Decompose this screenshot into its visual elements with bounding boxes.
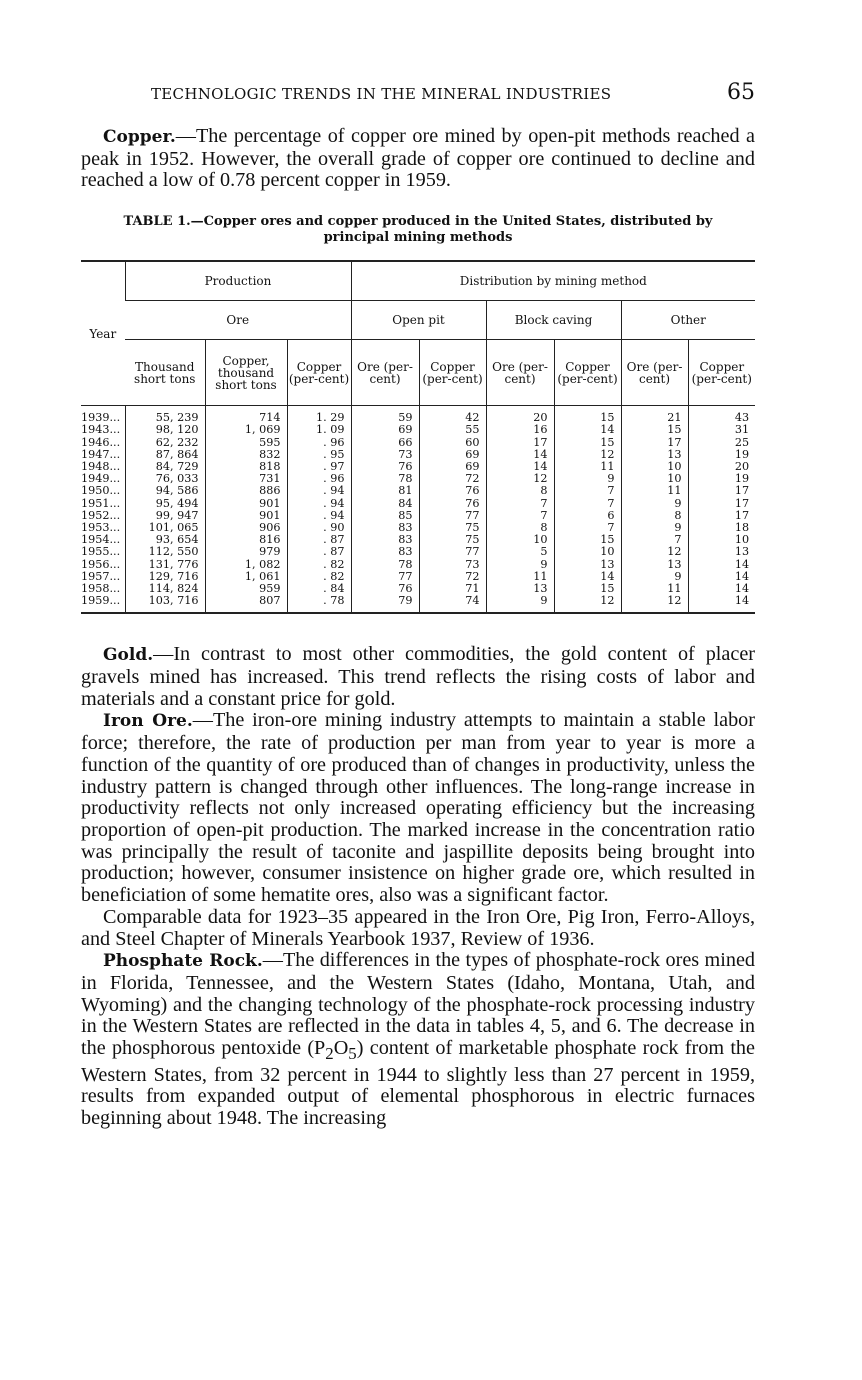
cell-copper-tons: 595 [205, 437, 287, 449]
cell-bc-copper: 13 [554, 559, 621, 571]
cell-ot-ore: 9 [621, 571, 688, 583]
iron-ore-text: —The iron-ore mining industry attempts to maintain a stable labor force; therefore, the rate of production per man from year to year is more a function of the quantity of ore produced than of changes in productivity, unless the industry pattern is changed through other influences. The long-range increase in productivity reflects not only increased operating efficiency but the increasing proportion of open-pit production. The marked increase in the concentration ratio was principally the result of taconite and jaspillite deposits being brought into production; however, consumer insistence on higher grade ore, which resulted in beneficiation of some hematite ores, also was a significant factor. [81, 709, 755, 907]
cell-copper-tons: 714 [205, 406, 287, 425]
phosphate-text-before: —The differences in the types of phosphate-rock ores mined in Florida, Tennessee, and the Western States (Idaho, Montana, Utah, and Wyoming) and the changing technology of the phosphate-rock processing industry in the Western States are reflected in the data in tables 4, 5, and 6. The decrease in the phosphorous pentoxide ( [81, 949, 755, 1060]
cell-op-copper: 42 [419, 406, 486, 425]
cell-bc-ore: 14 [486, 449, 554, 461]
cell-op-ore: 77 [351, 571, 419, 583]
cell-bc-ore: 7 [486, 510, 554, 522]
cell-copper-tons: 901 [205, 510, 287, 522]
cell-bc-copper: 7 [554, 485, 621, 497]
cell-year: 1948... [81, 459, 121, 473]
cell-year: 1947... [81, 447, 121, 461]
cell-copper-pct: . 87 [287, 534, 351, 546]
cell-op-copper: 72 [419, 571, 486, 583]
cell-ot-copper: 14 [688, 571, 755, 583]
cell-year: 1958... [81, 581, 121, 595]
cell-bc-ore: 9 [486, 595, 554, 613]
cell-bc-copper: 12 [554, 449, 621, 461]
cell-ot-ore: 9 [621, 498, 688, 510]
header-copper-thousand-short-tons: Copper, thousand short tons [205, 340, 287, 406]
header-ore: Ore [125, 301, 351, 340]
table-caption-line-1: TABLE 1.—Copper ores and copper produced in the United States, distributed by [123, 214, 713, 230]
header-other: Other [621, 301, 755, 340]
header-year: Year [81, 261, 125, 406]
cell-ot-copper: 14 [688, 595, 755, 613]
cell-op-ore: 59 [351, 406, 419, 425]
cell-copper-pct: 1. 09 [287, 424, 351, 436]
header-other-ore-percent: Ore (per-cent) [621, 340, 688, 406]
cell-bc-ore: 7 [486, 498, 554, 510]
cell-bc-copper: 11 [554, 461, 621, 473]
cell-ot-copper: 25 [688, 437, 755, 449]
cell-op-copper: 69 [419, 461, 486, 473]
cell-ot-copper: 20 [688, 461, 755, 473]
cell-copper-tons: 979 [205, 546, 287, 558]
cell-thousand: 94, 586 [125, 485, 205, 497]
cell-op-ore: 73 [351, 449, 419, 461]
table-body [81, 406, 755, 614]
cell-op-ore: 83 [351, 546, 419, 558]
cell-year: 1954... [81, 533, 121, 547]
formula-p-subscript: 2 [325, 1044, 334, 1064]
table-row [81, 406, 755, 425]
cell-op-copper: 69 [419, 449, 486, 461]
cell-thousand: 129, 716 [125, 571, 205, 583]
cell-ot-copper: 17 [688, 498, 755, 510]
cell-year: 1953... [81, 520, 121, 534]
cell-year: 1946... [81, 435, 121, 449]
cell-ot-ore: 12 [621, 595, 688, 613]
cell-copper-tons: 901 [205, 498, 287, 510]
cell-ot-ore: 7 [621, 534, 688, 546]
cell-bc-ore: 20 [486, 406, 554, 425]
cell-ot-copper: 17 [688, 485, 755, 497]
cell-op-copper: 77 [419, 546, 486, 558]
cell-bc-copper: 15 [554, 534, 621, 546]
cell-op-ore: 81 [351, 485, 419, 497]
cell-bc-copper: 15 [554, 583, 621, 595]
cell-ot-ore: 11 [621, 485, 688, 497]
cell-bc-ore: 14 [486, 461, 554, 473]
cell-thousand: 101, 065 [125, 522, 205, 534]
table-row [81, 498, 755, 510]
gold-paragraph [81, 644, 755, 710]
cell-bc-ore: 10 [486, 534, 554, 546]
cell-year: 1955... [81, 545, 121, 559]
cell-ot-ore: 15 [621, 424, 688, 436]
cell-bc-copper: 7 [554, 522, 621, 534]
cell-copper-pct: . 95 [287, 449, 351, 461]
cell-ot-ore: 10 [621, 473, 688, 485]
cell-copper-pct: . 90 [287, 522, 351, 534]
cell-copper-tons: 731 [205, 473, 287, 485]
cell-ot-ore: 12 [621, 546, 688, 558]
header-copper-percent: Copper (per-cent) [287, 340, 351, 406]
cell-year: 1951... [81, 496, 121, 510]
cell-bc-copper: 10 [554, 546, 621, 558]
header-other-copper-percent: Copper (per-cent) [688, 340, 755, 406]
cell-bc-copper: 6 [554, 510, 621, 522]
cell-copper-pct: . 97 [287, 461, 351, 473]
formula-p: P [314, 1037, 326, 1060]
copper-paragraph [81, 126, 755, 192]
cell-thousand: 99, 947 [125, 510, 205, 522]
cell-op-ore: 84 [351, 498, 419, 510]
cell-year: 1943... [81, 423, 121, 437]
cell-ot-ore: 13 [621, 449, 688, 461]
cell-copper-tons: 832 [205, 449, 287, 461]
cell-ot-ore: 9 [621, 522, 688, 534]
cell-thousand: 84, 729 [125, 461, 205, 473]
table-row [81, 437, 755, 449]
cell-op-copper: 60 [419, 437, 486, 449]
cell-thousand: 131, 776 [125, 559, 205, 571]
running-head [81, 76, 755, 110]
cell-op-copper: 76 [419, 498, 486, 510]
cell-year: 1949... [81, 472, 121, 486]
cell-op-ore: 78 [351, 473, 419, 485]
iron-ore-heading: Iron Ore. [103, 711, 193, 732]
cell-copper-tons: 818 [205, 461, 287, 473]
cell-thousand: 87, 864 [125, 449, 205, 461]
cell-ot-ore: 13 [621, 559, 688, 571]
cell-copper-pct: . 94 [287, 485, 351, 497]
cell-thousand: 114, 824 [125, 583, 205, 595]
cell-copper-pct: . 78 [287, 595, 351, 613]
header-open-pit-copper-percent: Copper (per-cent) [419, 340, 486, 406]
table-row [81, 595, 755, 613]
table-row [81, 424, 755, 436]
copper-text: —The percentage of copper ore mined by open-pit methods reached a peak in 1952. However, the overall grade of copper ore continued to decline and reached a low of 0.78 percent copper in 1959. [81, 125, 755, 192]
cell-op-ore: 79 [351, 595, 419, 613]
cell-bc-ore: 17 [486, 437, 554, 449]
cell-bc-ore: 9 [486, 559, 554, 571]
cell-thousand: 98, 120 [125, 424, 205, 436]
cell-op-ore: 76 [351, 461, 419, 473]
cell-copper-tons: 1, 069 [205, 424, 287, 436]
cell-copper-pct: . 84 [287, 583, 351, 595]
header-production: Production [125, 261, 351, 301]
comparable-data-paragraph [81, 907, 755, 950]
table-caption [81, 214, 755, 246]
cell-ot-ore: 10 [621, 461, 688, 473]
header-thousand-short-tons: Thousand short tons [125, 340, 205, 406]
cell-thousand: 62, 232 [125, 437, 205, 449]
cell-ot-copper: 43 [688, 406, 755, 425]
header-open-pit: Open pit [351, 301, 486, 340]
cell-bc-copper: 9 [554, 473, 621, 485]
cell-thousand: 112, 550 [125, 546, 205, 558]
cell-copper-pct: . 82 [287, 571, 351, 583]
cell-bc-ore: 5 [486, 546, 554, 558]
cell-op-ore: 76 [351, 583, 419, 595]
cell-copper-pct: . 96 [287, 473, 351, 485]
cell-bc-copper: 15 [554, 406, 621, 425]
cell-op-copper: 71 [419, 583, 486, 595]
cell-op-copper: 73 [419, 559, 486, 571]
cell-ot-ore: 17 [621, 437, 688, 449]
gold-heading: Gold. [103, 645, 154, 666]
comparable-data-text: Comparable data for 1923–35 appeared in the Iron Ore, Pig Iron, Ferro-Alloys, and Steel Chapter of Minerals Yearbook 1937, Review of 1936. [81, 905, 755, 950]
cell-copper-tons: 1, 061 [205, 571, 287, 583]
cell-op-copper: 75 [419, 522, 486, 534]
cell-year: 1956... [81, 557, 121, 571]
header-block-caving-ore-percent: Ore (per-cent) [486, 340, 554, 406]
cell-op-copper: 76 [419, 485, 486, 497]
cell-ot-copper: 14 [688, 583, 755, 595]
cell-op-copper: 74 [419, 595, 486, 613]
formula-o: O [333, 1037, 349, 1060]
cell-copper-tons: 1, 082 [205, 559, 287, 571]
cell-copper-pct: . 87 [287, 546, 351, 558]
cell-year: 1950... [81, 484, 121, 498]
gold-text: —In contrast to most other commodities, the gold content of placer gravels mined has increased. This trend reflects the rising costs of labor and materials and a constant price for gold. [81, 643, 755, 710]
cell-op-copper: 77 [419, 510, 486, 522]
cell-ot-ore: 8 [621, 510, 688, 522]
cell-year: 1939... [81, 406, 125, 425]
cell-op-ore: 78 [351, 559, 419, 571]
cell-op-ore: 83 [351, 522, 419, 534]
cell-ot-copper: 31 [688, 424, 755, 436]
header-distribution: Distribution by mining method [351, 261, 755, 301]
cell-ot-copper: 14 [688, 559, 755, 571]
phosphate-rock-paragraph [81, 950, 755, 1130]
iron-ore-paragraph [81, 710, 755, 906]
header-open-pit-ore-percent: Ore (per-cent) [351, 340, 419, 406]
header-block-caving: Block caving [486, 301, 621, 340]
cell-thousand: 76, 033 [125, 473, 205, 485]
table-caption-line-2: principal mining methods [323, 230, 513, 246]
cell-ot-copper: 19 [688, 449, 755, 461]
cell-thousand: 93, 654 [125, 534, 205, 546]
cell-bc-copper: 14 [554, 424, 621, 436]
cell-op-ore: 85 [351, 510, 419, 522]
cell-thousand: 55, 239 [125, 406, 205, 425]
cell-copper-pct: . 94 [287, 510, 351, 522]
document-page [81, 76, 755, 1130]
cell-year: 1959... [81, 595, 125, 613]
cell-copper-tons: 906 [205, 522, 287, 534]
cell-year: 1952... [81, 508, 121, 522]
cell-bc-copper: 15 [554, 437, 621, 449]
cell-copper-tons: 959 [205, 583, 287, 595]
cell-copper-tons: 807 [205, 595, 287, 613]
cell-copper-pct: . 96 [287, 437, 351, 449]
cell-ot-copper: 19 [688, 473, 755, 485]
cell-op-copper: 75 [419, 534, 486, 546]
cell-op-ore: 83 [351, 534, 419, 546]
cell-copper-pct: . 94 [287, 498, 351, 510]
cell-bc-ore: 11 [486, 571, 554, 583]
cell-bc-ore: 13 [486, 583, 554, 595]
cell-year: 1957... [81, 569, 121, 583]
cell-bc-copper: 14 [554, 571, 621, 583]
cell-op-ore: 69 [351, 424, 419, 436]
page-number: 65 [727, 80, 755, 105]
cell-op-copper: 55 [419, 424, 486, 436]
cell-copper-pct: . 82 [287, 559, 351, 571]
running-title: TECHNOLOGIC TRENDS IN THE MINERAL INDUSTRIES [151, 85, 612, 103]
cell-bc-ore: 8 [486, 522, 554, 534]
cell-copper-pct: 1. 29 [287, 406, 351, 425]
table-row [81, 485, 755, 497]
cell-ot-copper: 10 [688, 534, 755, 546]
cell-bc-copper: 12 [554, 595, 621, 613]
formula-o-subscript: 5 [348, 1044, 357, 1064]
cell-bc-ore: 16 [486, 424, 554, 436]
cell-op-copper: 72 [419, 473, 486, 485]
table-row [81, 559, 755, 571]
copper-heading: Copper. [103, 127, 176, 147]
cell-bc-ore: 12 [486, 473, 554, 485]
cell-bc-ore: 8 [486, 485, 554, 497]
cell-thousand: 95, 494 [125, 498, 205, 510]
copper-production-table [81, 260, 755, 614]
phosphate-text-after: ) content of marketable phosphate rock from the Western States, from 32 percent in 1944 to slightly less than 27 percent in 1959, results from expanded output of elemental phosphorous in electric furnaces beginning about 1948. The increasing [81, 1037, 755, 1130]
phosphate-rock-heading: Phosphate Rock. [103, 951, 263, 972]
header-block-caving-copper-percent: Copper (per-cent) [554, 340, 621, 406]
cell-ot-ore: 11 [621, 583, 688, 595]
table-row [81, 546, 755, 558]
cell-copper-tons: 816 [205, 534, 287, 546]
cell-ot-ore: 21 [621, 406, 688, 425]
cell-thousand: 103, 716 [125, 595, 205, 613]
cell-op-ore: 66 [351, 437, 419, 449]
cell-bc-copper: 7 [554, 498, 621, 510]
cell-ot-copper: 17 [688, 510, 755, 522]
cell-ot-copper: 18 [688, 522, 755, 534]
cell-copper-tons: 886 [205, 485, 287, 497]
cell-ot-copper: 13 [688, 546, 755, 558]
